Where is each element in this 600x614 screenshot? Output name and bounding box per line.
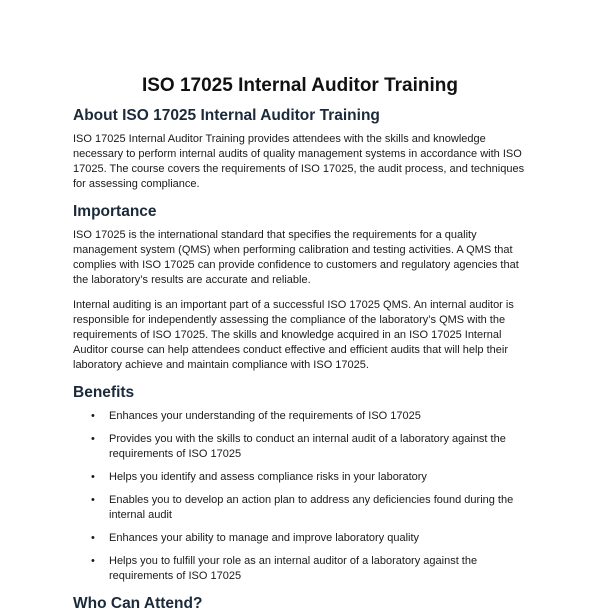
benefits-list-item: • Enables you to develop an action plan to address any deficiencies found during the internal audit [109,493,527,523]
about-paragraph: ISO 17025 Internal Auditor Training provides attendees with the skills and knowledge necessary to perform internal audits of quality management systems in accordance with ISO 17025. The course covers the requirements of ISO 17025, the audit process, and techniques for assessing compliance. [73,133,525,190]
section-heading-about: About ISO 17025 Internal Auditor Training [73,107,380,124]
section-heading-benefits: Benefits [73,384,135,401]
benefits-list-item: • Enhances your understanding of the requirements of ISO 17025 [109,409,527,424]
importance-paragraph-1: ISO 17025 is the international standard that specifies the requirements for a quality management system (QMS) when performing calibration and testing activities. A QMS that complies with ISO 17025 can provide confidence to customers and regulatory agencies that the laboratory’s results are accurate and reliable. [73,229,519,286]
document-title: ISO 17025 Internal Auditor Training [141,75,459,96]
benefits-list-item: • Provides you with the skills to conduct an internal audit of a laboratory against the requirements of ISO 17025 [109,432,527,462]
section-heading-who-can-attend: Who Can Attend? [73,595,203,612]
benefits-list-item: • Helps you identify and assess compliance risks in your laboratory [109,470,527,485]
benefits-list-item: • Enhances your ability to manage and improve laboratory quality [109,531,527,546]
benefits-list-item: • Helps you to fulfill your role as an internal auditor of a laboratory against the requirements of ISO 17025 [109,554,527,584]
importance-paragraph-2: Internal auditing is an important part of a successful ISO 17025 QMS. An internal auditor is responsible for independently assessing the compliance of the laboratory’s QMS with the requirements of ISO 17025. The skills and knowledge acquired in an ISO 17025 Internal Auditor course can help attendees conduct effective and efficient audits that will help their laboratory achieve and maintain compliance with ISO 17025. [73,299,514,371]
section-heading-importance: Importance [73,203,157,220]
benefits-list [73,409,527,584]
